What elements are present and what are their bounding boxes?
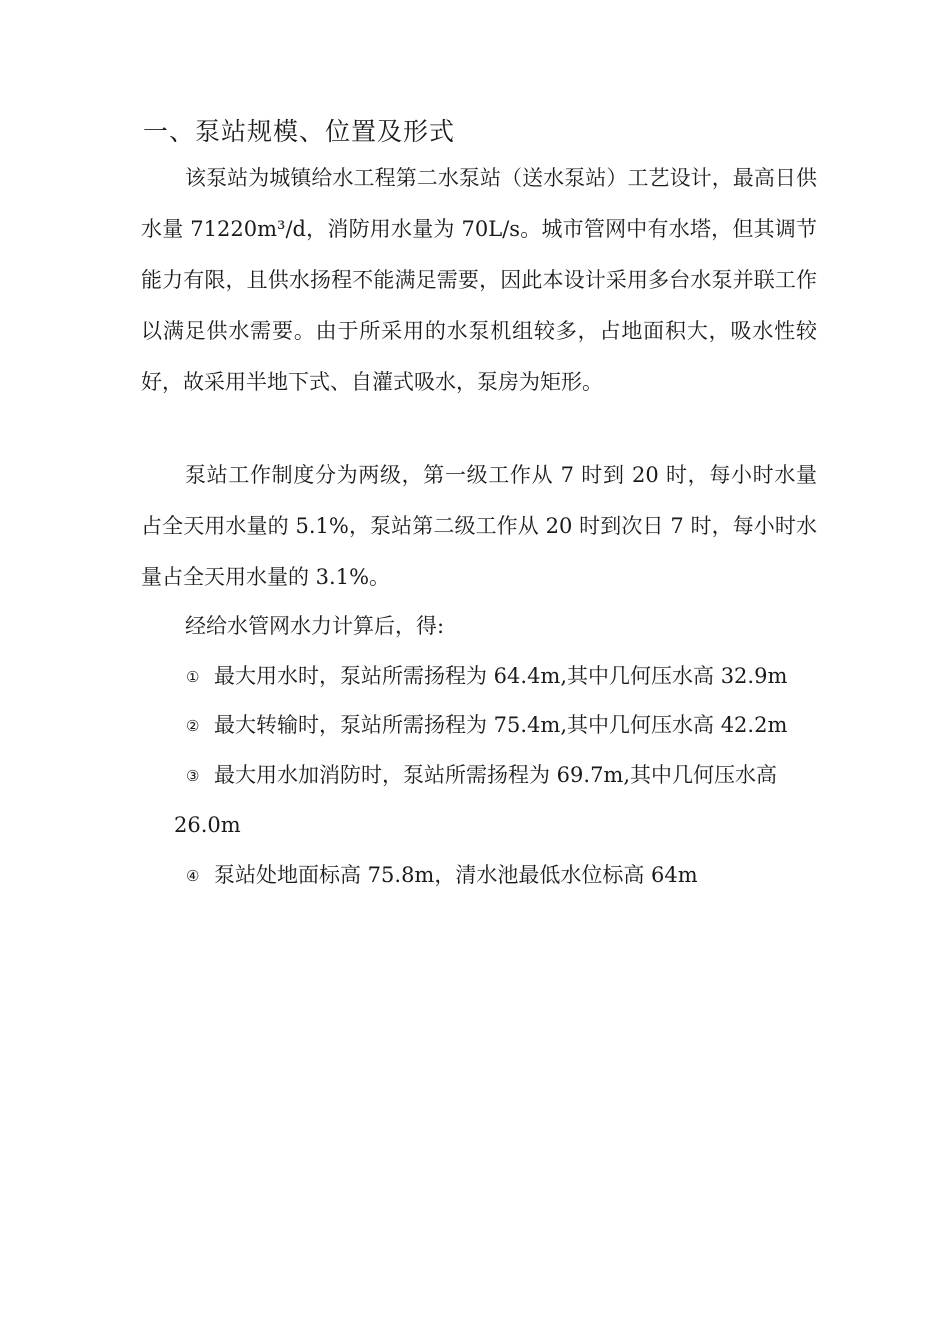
item-number: ① <box>186 668 200 686</box>
list-item <box>186 850 698 902</box>
item-text: 泵站处地面标高 75.8m，清水池最低水位标高 64m <box>214 863 698 887</box>
list-item <box>186 750 777 802</box>
paragraph-overview: 该泵站为城镇给水工程第二水泵站（送水泵站）工艺设计，最高日供水量 71220m³/d，消防用水量为 70L/s。城市管网中有水塔，但其调节能力有限，且供水扬程不能满足需要，因此本设计采用多台水泵并联工作以满足供水需要。由于所采用的水泵机组较多，占地面积大，吸水性较好，故采用半地下式、自灌式吸水，泵房为矩形。 <box>141 166 817 394</box>
list-item <box>186 700 787 752</box>
item-text: 最大用水时，泵站所需扬程为 64.4m,其中几何压水高 32.9m <box>214 664 788 688</box>
item-number: ② <box>186 717 200 735</box>
list-item-continuation: 26.0m <box>174 813 241 837</box>
paragraph-work-schedule: 泵站工作制度分为两级，第一级工作从 7 时到 20 时，每小时水量占全天用水量的 5.1%，泵站第二级工作从 20 时到次日 7 时，每小时水量占全天用水量的 3.1%。 <box>141 463 817 589</box>
section-heading: 一、泵站规模、位置及形式 <box>143 117 456 146</box>
item-number: ③ <box>186 767 200 785</box>
list-item <box>186 651 787 703</box>
item-text: 最大用水加消防时，泵站所需扬程为 69.7m,其中几何压水高 <box>214 763 778 787</box>
item-text: 最大转输时，泵站所需扬程为 75.4m,其中几何压水高 42.2m <box>214 713 788 737</box>
item-number: ④ <box>186 867 200 885</box>
paragraph-calculation-intro: 经给水管网水力计算后，得: <box>185 614 445 638</box>
